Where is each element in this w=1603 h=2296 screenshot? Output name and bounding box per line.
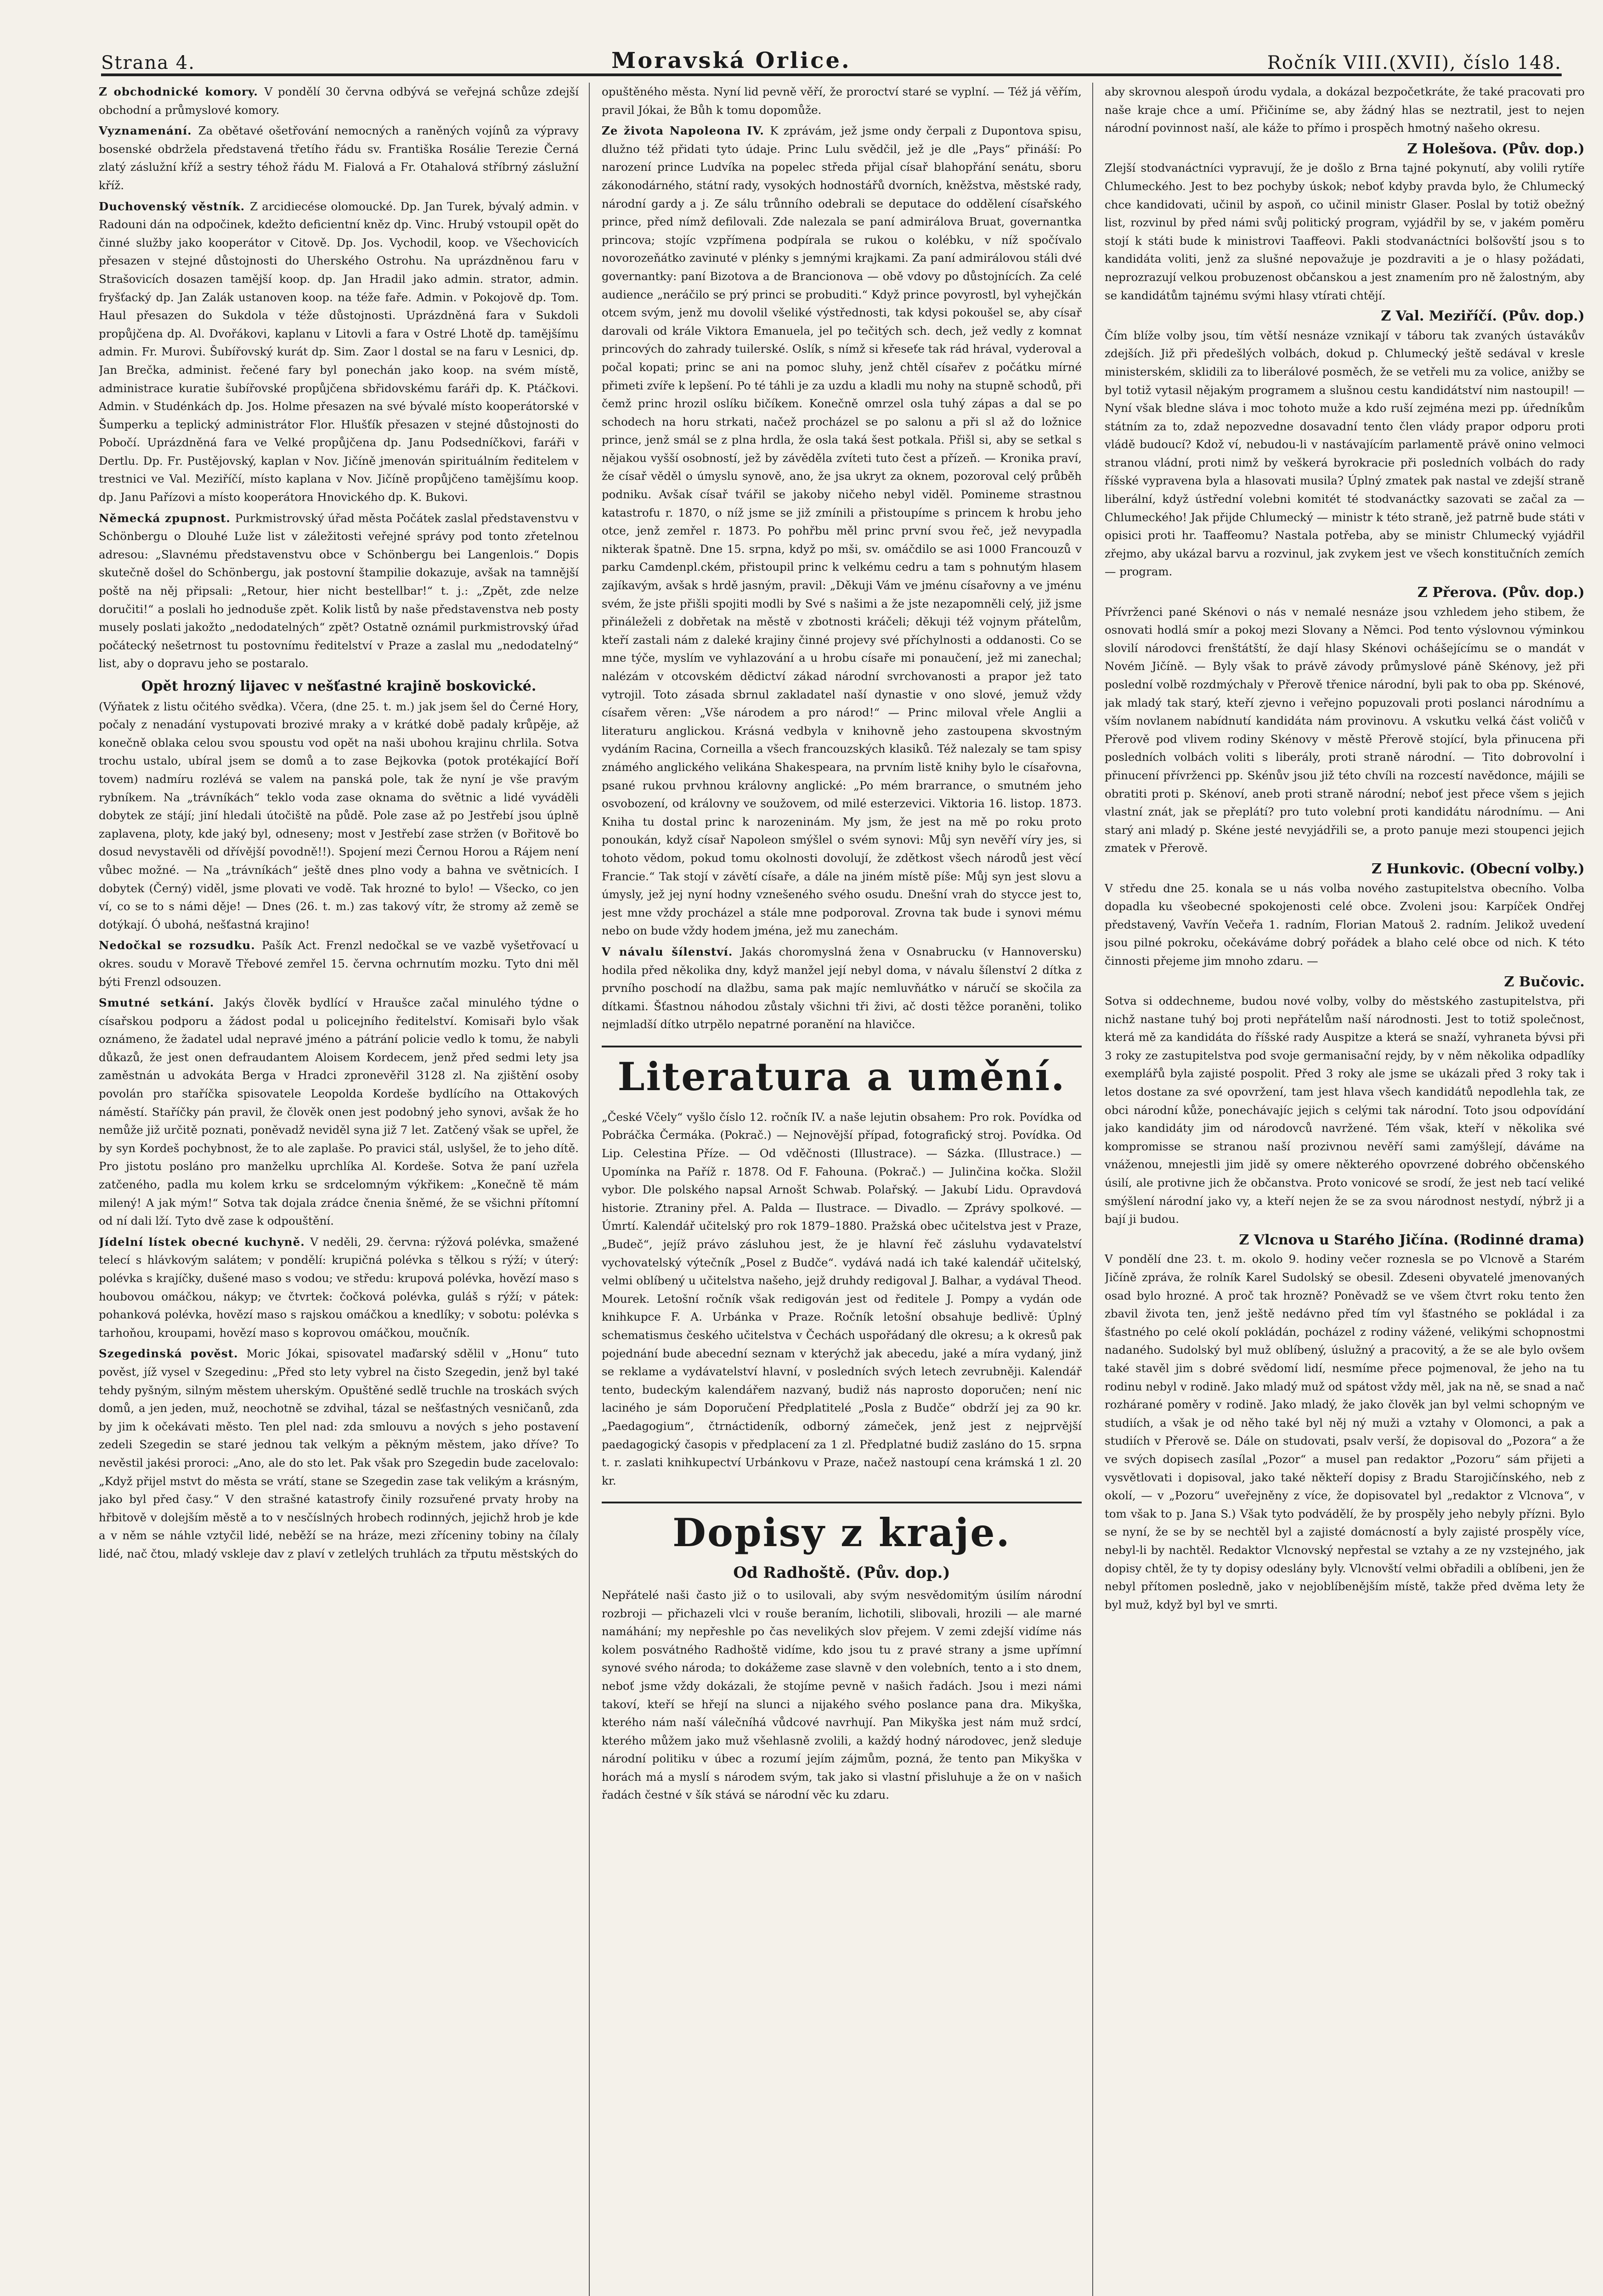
article-paragraph: „České Včely“ vyšlo číslo 12. ročník IV. a naše lejutin obsahem: Pro rok. Povídka od Pobráčka Čermáka. (Pokrač.) — Nejnovější případ, fotografický stroj. Povídka. Od Lip. Celestina Příze. — Od vděčnosti (Illustrace). — Sázka. (Illustrace.) — Upomínka na Paříž r. 1878. Od F. Fahouna. (Pokrač.) — Julinčina kočka. Složil vybor. Dle polského napsal Arnošt Schwab. Polařský. — Jakubí Lidu. Opravdová historie. Ztraniny přel. A. Palda — Ilustrace. — Divadlo. — Zprávy spolkové. — Úmrtí. Kalendář učitelský pro rok 1879–1880. Pražská obec učitelstva jest v Praze, „Budeč“, jejíž právo zásluhou jest, že je hlavní řeč zásluhu vydavatelství vychovatelský výtečník „Posel z Budče“. vydává nadá ich také kalendář učitelský, velmi oblíbený u učitelstva našeho, jejž druhdy redigoval J. Balhar, a vydával Theod. Mourek. Letošní ročník však redigován jest od ředitele J. Pompy a vydán ode knihkupce F. A. Urbánka v Praze. Ročník letošní obsahuje bedlivě: Úplný schematismus českého učitelstva v Čechách uspořádaný dle okresu; a k okresů pak pojednání bude abecední seznam v kterýchž jak abecedu, jaké a míra vydaný, jinž se reklame a vydávatelství hlavní, v posledních svých letech zevrubněji. Kalendář tento, budeckým kalendářem nazvaný, budiž nás naprosto doporučen; není nic laciného je sám Doporučení Předplatitelé „Posla z Budče“ obdrží jej za 90 kr. „Paedagogium“, čtrnáctideník, odborný zámeček, jenž jest z nejprvější paedagogický časopis v předplacení za 1 zl. Předplatné budiž zasláno do 15. srpna t. r. zaslati knihkupectví Urbánkovu v Praze, načež nastoupí cena krámská 1 zl. 20 kr. (602, 1110, 1082, 1487)
column-1 (99, 83, 579, 2296)
article-paragraph: Zlejší stodvanáctníci vypravují, že je došlo z Brna tajné pokynutí, aby volili rytíře Chlumeckého. Jest to bez pochyby úskok; neboť kdyby pravda bylo, že Chlumecký chce kandidovati, učinil by aspoň, co učinil ministr Glaser. Poslal by totiž obežný list, rozvinul by před námi svůj politický program, vyjádřil by se, v jakém poměru stojí k státi bude k ministrovi Taaffeovi. Pakli stodvanáctníci bolšovští jsou s to kandidáta voliti, jenž za slušné nepovažuje je pozdraviti a je o hlasy požádati, neprozrazují velkou probuzenost občanskou a jest znamením pro ně žalostným, aby se kandidátům tajnému svými hlasy vtírati chtějí. (1105, 161, 1585, 302)
article-paragraph: Vyznamenání. Za obětavé ošetřování nemocných a raněných vojínů za výpravy bosenské obdržela představená třetího řádu sv. Františka Rosálie Terezie Černá zlatý záslužní kříž a sestry téhož řádu M. Fialová a Fr. Otahalová stříbrný záslužní kříž. (99, 124, 579, 192)
section-heading: Dopisy z kraje. (602, 1502, 1082, 1556)
article-paragraph: Přívrženci pané Skénovi o nás v nemalé nesnáze jsou vzhledem jeho stibem, že osnovati hodlá smír a pokoj mezi Slovany a Němci. Pod tento výslovnou výminkou slovilí národovci frenštátští, že dají hlasy Skénovi ochášejícímu se o mandát v Novém Jičíně. — Byly však to právě závody průmyslové páně Skénovy, jež při poslední volbě rozdmýchaly v Přerově třenice národní, byli pak to oba pp. Skénové, jak mladý tak starý, kteří zjevno i veřejno popuzovali proti poslanci národnímu a vším novlanem nabídnutí kandidáta nám provinovu. A vskutku velká část voličů v Přerově pod vlivem rodiny Skénovy v městě Přerově stojící, byla přinucena při posledních volbách voliti s liberály, proti straně národní. — Tito dobrovolní i přinucení přívrženci pp. Skénův jsou již této chvíli na rozcestí navědonce, májili se obratiti proti p. Skénoví, aneb proti straně národní; neboť jest přece všem s jejich vlastní znát, jak se přeplátí? pro tuto volební proti kandidátu národnímu. — Ani starý ani mladý p. Skéne jesté nevyjádřili se, a proto panuje mezi stoupenci jejich zmatek v Přerově. (1105, 605, 1585, 855)
dispatch-heading: Z Vlcnova u Starého Jičína. (Rodinné drama) (1239, 1232, 1585, 1248)
article-paragraph: Německá zpupnost. Purkmistrovský úřad města Počátek zaslal představenstvu v Schönbergu o Dlouhé Luže list v záležitosti veřejné správy pod tonto zřetelnou adresou: „Slavnému představenstvu obce v Schönbergu bei Langenlois.“ Dopis skutečně došel do Schönbergu, jak postovní štampilie dokazuje, avšak na tamnější poště na něj připsali: „Retour, hier nicht bestellbar!“ t. j.: „Zpět, zde nelze doručiti!“ a poslali ho jednoduše zpět. Kolik listů by naše představenstva neb posty musely poslati jakožto „nedodatelných“ zpět? Ostatně oznámil purkmistrovský úřad počátecký nešetrnost tu postovnímu ředitelství v Praze a zaslal mu „nedodatelný“ list, aby o dopravu jeho se postaralo. (99, 511, 579, 670)
article-paragraph: V středu dne 25. konala se u nás volba nového zastupitelstva obecního. Volba dopadla ku všeobecné spokojenosti celé obce. Zvoleni jsou: Karpíček Ondřej představený, Vavřín Večeřa 1. radním, Florian Matouš 2. radním. Jelikož uvedení jsou pilné pokroku, očekáváme dobrý pořádek a blaho celé obce od nich. K této činnosti přejeme jim mnoho zdaru. — (1105, 881, 1585, 968)
article-title: Szegedinská pověst. (99, 1347, 247, 1361)
article-paragraph: Nedočkal se rozsudku. Pašík Act. Frenzl nedočkal se ve vazbě vyšetřovací u okres. soudu v Moravě Třebové zemřel 15. června ochrnutím mozku. Tyto dni měl býti Frenzl odsouzen. (99, 939, 579, 989)
article-title: Smutné setkání. (99, 996, 225, 1010)
article-paragraph: opuštěného města. Nyní lid pevně věří, že proroctví staré se vyplní. — Též já věřím, pravil Jókai, že Bůh k tomu dopomůže. (602, 85, 1082, 117)
dispatch-heading: Z Holešova. (Pův. dop.) (1407, 141, 1585, 157)
article-title: Německá zpupnost. (99, 511, 235, 525)
article-paragraph: Szegedinská pověst. Moric Jókai, spisovatel maďarský sdělil v „Honu“ tuto pověst, jíž vysel v Szegedinu: „Před sto lety vybrel na čisto Szegedin, jenž byl také tehdy pyšným, silným městem uherským. Opuštěné sedlě truchle na troskách svých domů, a jen jeden, muž, neochotně se zdvihal, tázal se nešťastných vesničanů, zda by jim k očekávati město. Ten plel nad: zda smlouvu a nových s jeho postavení zedeli Szegedin se staré jednou tak velkým a pěkným městem, jako dříve? To nevěstil jakési proroci: „Ano, ale do sto let. Pak však pro Szegedin bude zacelovalo: „Když přijel mstvt do města se vrátí, stane se Szegedin zase tak velikým a krásným, jako byl před časy.“ V den strašné katastrofy činily rozsuřené prvaty hroby na hřbitově v dolejším městě a to v nesčíslných hrobech rodinných, jejichž hrob je kde a v něm se náhle vztyčil lidé, neběží se na hráze, mezi zříceniny tobiny na čílaly lidé, nač čtou, mladý vskleje dav z plaví v zetlelých truhlách za třputu městských do (99, 1347, 579, 1560)
article-paragraph: Z obchodnické komory. V pondělí 30 června odbývá se veřejná schůze zdejší obchodní a průmyslové komory. (99, 85, 579, 117)
article-title: Z obchodnické komory. (99, 85, 265, 98)
section-heading: Literatura a umění. (602, 1046, 1082, 1100)
page-number: Strana 4. (101, 52, 195, 73)
column-divider (1092, 83, 1093, 2296)
dispatch-heading: Z Val. Meziříčí. (Pův. dop.) (1381, 308, 1585, 325)
article-title: Duchovenský věstník. (99, 199, 250, 213)
dispatch-heading: Z Hunkovic. (Obecní volby.) (1372, 861, 1585, 877)
dispatch-heading: Z Přerova. (Pův. dop.) (1417, 585, 1585, 601)
article-paragraph: V návalu šílenství. Jakás choromyslná žena v Osnabrucku (v Hannoversku) hodila před několika dny, když manžel její nebyl doma, v návalu šílenství 2 dítka z prvního poschodí na dlažbu, sama pak majíc nemluvňátko v náručí se skočila za dítkami. Šťastnou náhodou zůstaly všichni tři živi, ač dosti těžce poraněni, toliko nejmladší dítko utrpělo nepatrné poranění na hlavičce. (602, 945, 1082, 1031)
article-paragraph: Smutné setkání. Jakýs člověk bydlící v Hraušce začal minulého týdne o císařskou podporu a žádost podal u policejního ředitelství. Komisaři bylo však oznámeno, že žadatel udal nepravé jméno a pátrání policie vedlo k tomu, že nabyli důkazů, že jest onen defraudantem Aloisem Kordecem, jenž před sedmi lety jsa zaměstnán u advokáta Berga v Hradci zpronevěřil 3128 zl. Na zjištění osoby povolán pro staříčka spisovatele Leopolda Kordeše bydlícího na Ottakových náměstí. Staříčky pán pravil, že člověk onen jest podobný jeho synovi, avšak že ho nemůže již určitě poznati, poněvadž neviděl syna již 7 let. Zatčený však se upřel, že by syn Kordeš pochybnost, že to ale zaplaše. Po pravici stál, uslyšel, že to jeho dítě. Pro jistotu posláno pro manželku uprchlíka Al. Kordeše. Sotva že paní uzřela zatčeného, padla mu kolem krku se srdcelomným výkřikem: „Konečně tě mám milený! A jak mým!“ Sotva tak dojala zrádce čnenia šněmé, že se všichni přítomní od ní dali lží. Tyto dvě zase k odpouštění. (99, 996, 579, 1228)
dispatch-heading: Z Bučovic. (1504, 974, 1585, 990)
article-title: Ze života Napoleona IV. (602, 124, 770, 138)
masthead-title: Moravská Orlice. (611, 48, 851, 73)
column-3 (1105, 83, 1585, 2296)
article-title: V návalu šílenství. (602, 945, 741, 958)
page-header (101, 32, 1562, 76)
issue-number: Ročník VIII.(XVII), číslo 148. (1267, 52, 1562, 73)
article-paragraph: (Výňatek z listu očitého svědka). Včera, (dne 25. t. m.) jak jsem šel do Černé Hory, počaly z nenadání vystupovati brozivé mraky a v krátké době padaly krůpěje, až konečně oblaka celou svou spoustu vod opět na naši ubohou krajinu chrlila. Sotva trochu ustalo, ubíral jsem se domů a to zase Bejkovka (potok protékající Boří tovem) nadmíru rozlévá se valem na panská pole, tak že nyní je vše pravým rybníkem. Na „trávníkách“ teklo voda zase oknama do světnic a lidé vyváděli dobytek ze stájí; jiní hledali útočiště na půdě. Pole zase až po Jestřebí jsou úplně zaplavena, ploty, kde jaký byl, odneseny; most v Jestřebí zase stržen (v Bořitově bo dosud nevystavěli od dřívější povodně!!). Spojení mezi Černou Horou a Rájem není vůbec možné. — Na „trávníkách“ ještě dnes plno vody a bahna ve světnicích. I dobytek (Černý) viděl, jsme plovati ve vodě. Tak hrozné to bylo! — Všecko, co jen ví, co se to s námi děje! — Dnes (26. t. m.) zas takový vítr, že stromy až země se dotýkají. Ó ubohá, nešťastná krajino! (99, 699, 579, 931)
article-title: Nedočkal se rozsudku. (99, 939, 262, 952)
article-paragraph: Čím blíže volby jsou, tím větší nesnáze vznikají v táboru tak zvaných ústavákův zdejších. Již při předešlých volbách, dokud p. Chlumecký ještě sedával v kresle ministerském, sklidili za to liberálové posměch, že se vetřeli mu za volice, anižby se byl totiž vytasil nějakým programem a slušnou cestu kandidátství nim nastoupil! — Nyní však bledne sláva i moc tohoto muže a kdo ruší zejména mezi pp. úředníkům státním za to, zdaž nepozvedne dosavadní tento člen vlády prapor odporu proti vládě budoucí? Kdož ví, nebudou-li v nastávajícím parlamentě právě onino velmoci stranou vládní, proti nimž by veškerá byrokracie při posledních volbách do rady říšské vypravena byla a hlasovati musila? Úplný zmatek pak nastal ve zdejší straně liberální, když ústřední volebni komitét té stodvanáctky sazovati se začal za — Chlumeckého! Jak přijde Chlumecký — ministr k této straně, jež patrně bude státi v opisici proti hr. Taaffeomu? Nastala potřeba, aby se ministr Chlumecký vyjádřil zřejmo, aby ukázal barvu a rozvinul, jak zvykem jest ve všech konstitučních zemích — program. (1105, 328, 1585, 579)
column-divider (589, 83, 590, 2296)
article-paragraph: Duchovenský věstník. Z arcidiecése olomoucké. Dp. Jan Turek, bývalý admin. v Radouni dán na odpočinek, kdežto deficientní kněz dp. Vinc. Hrubý vstoupil opět do činné služby jako kooperátor v Citově. Dp. Jos. Vychodil, koop. ve Všechovicích přesazen v stejné důstojnosti do Uherského Ostrohu. Na uprázdněnou faru v Strašovicích dosazen tamější koop. dp. Jan Hradil jako admin. strator, admin. fryšťacký dp. Jan Zalák ustanoven koop. na téže faře. Admin. v Pokojově dp. Tom. Haul přesazen do Sukdola v téže důstojnosti. Uprázdněná fara v Sukdoli propůjčena dp. Al. Dvořákovi, kaplanu v Litovli a fara v Ostré Lhotě dp. tamějšímu admin. Fr. Murovi. Šubířovský kurát dp. Sim. Zaor l dostal se na faru v Lesnici, dp. Jan Brečka, administ. řečené fary byl ponechán jako koop. na svém místě, administrace kuratie šubířovské propůjčena sbřidovskému faráři dp. K. Ptáčkovi. Admin. v Studénkách dp. Jos. Holme přesazen na své bývalé místo kooperátorské v Šumperku a teplický administrátor Flor. Hlušťík přesazen v stejné důstojnosti do Pobočí. Uprázdněná fara ve Velké propůjčena dp. Janu Podsedníčkovi, faráři v Dertlu. Dp. Fr. Pustějovský, kaplan v Nov. Jičíně jmenován spirituálním ředitelem v trestnici ve Val. Meziříčí, místo kaplana v Nov. Jičíně propůjčeno tamějšímu koop. dp. Janu Pařízovi a místo kooperátora Hnovického dp. K. Bukovi. (99, 199, 579, 504)
article-paragraph: Sotva si oddechneme, budou nové volby, volby do městského zastupitelstva, při nichž nastane tuhý boj proti nepřátelům naší národnosti. Jest to totiž společnost, která mě za kandidáta do říšské rady Auspitze a která se snaží, vyhraneta bývsi při 3 roky ze zastupitelstva pod svoje germanisační rejdy, by v něm několika odpadlíky exemplářů byla zajisté pospolit. Před 3 roky ale jsme se ukázali před 3 roky tak i letos dostane za své opovržení, tam jest hlava všech kandidátů nepodlehla tak, ze obci národní kůže, ponechávajíc jejich s celými tak národní. Toto jsou odpovídání jako kandidáty jim od národovců navržené. Tém však, kteří v několika své kompromisse se stranou naší prozivnou nevěří sami zamýšlejí, dáváme na vnáženou, mnejestli jim jidě sy omere některého opovrzené dobrého občenského úsilí, ale protivne jich že občanstva. Proto vonicové se srodí, že jest neb tací veliké smýšlení národní jako vy, a kteří nejen že se za svou národnost nestydí, nýbrž ji a bají ji budou. (1105, 994, 1585, 1226)
article-paragraph: Nepřátelé naši často již o to usilovali, aby svým nesvědomitým úsilím národní rozbroji — přichazeli vlci v rouše beraním, lichotili, slibovali, hrozili — ale marné namáhání; my nepřeshle po čas nevelikých slov přejem. V zemi zdejší vidíme nás kolem posvátného Radhoště vidíme, kdo jsou tu z pravé strany a jsme upřímní synové svého národa; to dokážeme zase slavně v den volebních, tento a i sto dnem, neboť jsme vždy dokázali, že stojíme pevně v našich řadách. Jsou i mezi námi takoví, kteří se hřejí na slunci a nijakého svého poslance pana dra. Mikyška, kterého nám naší válečníhá vůdcové navrhují. Pan Mikyška jest nám muž srdcí, kterého můžem jako muž všehlasně zvolili, a každý hodný národovec, jenž sleduje národní politiku v úbec a rozumí jejím zájmům, pozná, že tento pan Mikyška v horách má a myslí s národem svým, tak jako si vlastní přisluhuje a že on v našich řadách čestné v šík stává se národní věc ku zdaru. (602, 1588, 1082, 1802)
article-paragraph: aby skrovnou alespoň úrodu vydala, a dokázal bezpočetkráte, že také pracovati pro naše kraje chce a umí. Přičiníme se, aby žádný hlas se neztratil, jest to nejen národní povinnost naší, ale káže to přímo i prospěch hmotný našeho okresu. (1105, 85, 1585, 135)
dispatch-heading: Od Radhoště. (Pův. dop.) (733, 1564, 950, 1582)
article-paragraph: Jídelní lístek obecné kuchyně. V neděli, 29. června: rýžová polévka, smažené telecí s hlávkovým salátem; v pondělí: krupičná polévka s tělkou s rýží; v úterý: polévka s krajíčky, dušené maso s vodou; ve středu: krupová polévka, hovězí maso s houbovou omáčkou, nákyp; ve čtvrtek: čočková polévka, guláš s rýží; v pátek: pohanková polévka, hovězí maso s rajskou omáčkou a knedlíky; v sobotu: polévka s tarhoňou, kroupami, hovězí maso s koprovou omáčkou, moučník. (99, 1235, 579, 1339)
article-title: Jídelní lístek obecné kuchyně. (99, 1235, 310, 1249)
article-paragraph: V pondělí dne 23. t. m. okolo 9. hodiny večer roznesla se po Vlcnově a Starém Jičíně zpráva, že rolník Karel Sudolský se obesil. Zdeseni obyvatelé jmenovaných osad bylo hrozné. A proč tak hrozně? Poněvadž se ve všem čtvrt roku tento žen zbavil života ten, jenž ještě nedávno před tím vyl šťastného se pokládal i za šťastného po celé okolí pokládán, pocházel z rodiny vážené, velikými schopnostmi nadaného. Sudolský byl muž oblíbený, úslužný a pracovitý, a že se ale bylo ovšem také stavěl jim s dobré svědomí lidí, nesmíme přece pojmenoval, že jeho na tu rodinu nebyl v rodině. Jako mladý muž od spátost vždy měl, jak na ně, se snad a nač rozhárané poměry v rodině. Jako mladý, že jako člověk jan byl velmi schopným ve studiích, a však je od něho také byl něj ný muži a vztahy v Olomonci, a pak a studiích v Přerově se. Dále on studovati, psalv verší, že dopisoval do „Pozora“ a že ve svých dopisech zasílal „Pozor“ a musel pan redaktor „Pozoru“ sám přijeti a vysvětlovati i dopisoval, jako také někteří dopisy z Bradu Starojičínského, neb z okolí, — v „Pozoru“ uveřejněny z více, že dopisovatel byl „redaktor z Vlcnova“, v tom však to p. Jana S.) Však tyto podvádělí, že by prospěly jeho nebyly přízni. Bylo se nyní, že se by se nechtěl byl a zajisté domácností a byly zajisté prospěly více, nebyl-li by nachtěl. Redaktor Vlcnovský nepřestal se vztahy a ze ny vzstejného, jak dopisy chtěl, že ty ty dopisy odeslány byly. Vlcnovští velmi obřadili a oblíbeni, jen že nebyl přítomen posledně, jako v nejoblíbenějším místě, takže před dvěma lety že byl muž, když byl byl ve smrti. (1105, 1252, 1585, 1611)
article-paragraph: Ze života Napoleona IV. K zprávám, jež jsme ondy čerpali z Dupontova spisu, dlužno též přidati tyto údaje. Princ Lulu svědčil, jež je dle „Pays“ přináší: Po narození prince Ludvíka na popelec středa přijal císař blahopřání senátu, sboru zákonodárného, státní rady, vysokých hodnostářů dvorních, kněžstva, městské rady, národní gardy a j. Ze sálu trůnního odebrali se deputace do oddělení císařského prince, před nímž defilovali. Zde nalezala se paní admirálova Bruat, governantka princova; stojíc vzpřímena podpírala se rukou o kolébku, v níž spočívalo novorozeňátko zavinuté v plénky s jemnými krajkami. Za paní admirálovou stáli dvé governantky: paní Bizotova a de Brancionova — obě vdovy po důstojnících. Za celé audience „neráčilo se prý princi se probuditi.“ Když prince povyrostl, byl vyhejčkán otcem svým, jenž mu dovolil všeliké výstřednosti, tak kdysi pokoušel se, aby císař darovali od krále Viktora Emanuela, jel po tečitých sch. dech, jež vedly z komnat princových do zahrady tuilerské. Oslík, s nímž si křeseťe tak rád hrával, vyderoval a počal kopati; princ se ani na pomoc sluhy, jenž chtěl císařev z počátku mírné přimeti zvíře k lepšení. Po té táhli je za uzdu a kladli mu nohy na stupně schodů, při čemž princ hrozil oslíku bičíkem. Konečně omrzel osla tuhý zápas a dal se po schodech na horu strkati, načež procházel se po salonu a při sl až do ložnice prince, jenž smál se z plna hrdla, že osla taká šest potkala. Přišl si, aby se setkal s nějakou vyšší osobností, jež by závěděla zvíteti tuto čest a přízeň. — Kronika praví, že císař věděl o úmyslu synově, ano, že jsa ukryt za oknem, pozoroval celý průběh podniku. Avšak císař tvářil se jakoby ničeho nebyl viděl. Pomineme strastnou katastrofu r. 1870, o níž jsme se již zmínili a přistoupíme s princem k hrobu jeho otce, jenž zemřel r. 1873. Po pohřbu měl princ první svou řeč, jež nevypadla nikterak špatně. Dne 15. srpna, když po mši, sv. omáčdilo se asi 1000 Francouzů v parku Camdenpl.ckém, přistoupil princ k velkému cedru a tam s pohnutým hlasem zajíkavým, avšak s hrdě jasným, pravil: „Děkuji Vám ve jménu císařovny a ve jménu svém, že jste přišli spojiti modli by Své s našimi a že jste nezapomněli celý, již jsme přináleželi z dobřetak na městě v zbotnosti kráčeli; děkuji též vojnym přátelům, kteří zastali nám z daleké krajiny činné projevy své příchylnosti a oddanosti. Co se mne týče, myslím ve vyhlazování a u hrobu císaře mi ponaučení, jež mi zanechal; nalézám v otcovském dědictví zákad národní svrchovanosti a prapor jež tato vytrojil. Toto zásada sbrnul zakladatel naší dynastie v ono slové, jemuž vždy císařem věren: „Vše národem a pro národ!“ — Princ miloval vřele Anglii a literaturu anglickou. Krásná vedbyla v knihovně jeho zastoupena skvostným vydáním Racina, Corneilla a všech francouzských klasiků. Též nalezaly se tam spisy známého anglického velikána Shakespeara, na prvním listě knihy bylo le císařovna, psané rukou prvhnou královny anglické: „Po mém brarrance, o smutném jeho osvobození, od královny ve soužovem, od milé esterzevici. Viktoria 16. listop. 1873. Kniha tu dostal princ k narozeninám. My jsm, že jest na mě po roku proto ponoukán, když císař Napoleon smýšlel o svém synovi: Můj syn nevěří víry jes, si tohoto vědom, pokud tomu okolnosti dovolují, že zdětkost všech národů jest věcí Francie.“ Tak stojí v závětí císaře, a dále na jiném místě píše: Můj syn jest slovu a úmysly, jež jej nyní hodny vznešeného svého osudu. Dnešní vrah do stycce jest to, jest mne vždy procházel a stále mne podporoval. Zrovna tak bude i synovi mému nebo on bude vždy hodem jména, jež mu zanechám. (602, 124, 1082, 938)
article-heading: Opět hrozný lijavec v nešťastné krajině boskovické. (141, 678, 536, 694)
column-2 (602, 83, 1082, 2296)
article-title: Vyznamenání. (99, 124, 198, 138)
